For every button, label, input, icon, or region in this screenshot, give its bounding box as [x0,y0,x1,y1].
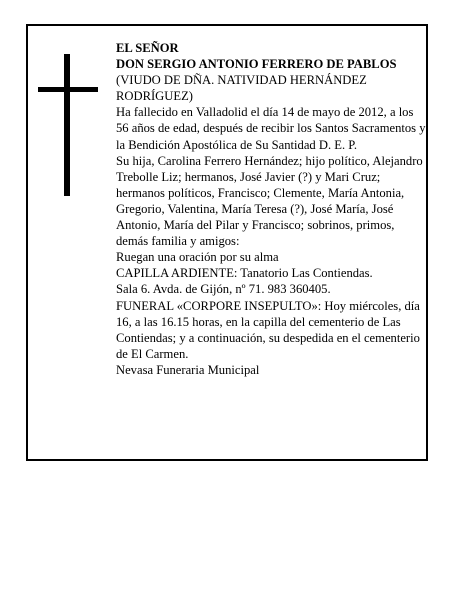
latin-cross-icon [38,54,98,196]
cross-horizontal-bar [38,87,98,92]
obituary-title: EL SEÑOR [116,41,179,55]
prayer-request: Ruegan una oración por su alma [116,250,279,265]
deceased-name: DON SERGIO ANTONIO FERRERO DE PABLOS [116,57,397,72]
family-list: Su hija, Carolina Ferrero Hernández; hijo político, Alejandro Trebolle Liz; hermanos, José Javier (?) y Mari Cruz; hermanos políticos, Francisco; Clemente, María Antonia, Gregorio, Valentina, María Teresa (?), José María, José Antonio, María del Pilar y Francisco; sobrinos, primos, demás familia y amigos: [116,153,423,249]
death-announcement: Ha fallecido en Valladolid el día 14 de mayo de 2012, a los 56 años de edad, después de recibir los Santos Sacramentos y la Bendición Apostólica de Su Santidad D. E. P. [116,105,426,152]
chapel-address: Sala 6. Avda. de Gijón, nº 71. 983 360405. [116,282,331,297]
obituary-notice [26,24,428,461]
widower-note: (VIUDO DE DÑA. NATIVIDAD HERNÁNDEZ RODRÍGUEZ) [116,73,367,104]
funeral-home: Nevasa Funeraria Municipal [116,362,260,377]
obituary-text [116,40,428,378]
cross-vertical-bar [64,54,70,196]
chapel-info: CAPILLA ARDIENTE: Tanatorio Las Contiendas. [116,266,373,281]
funeral-info: FUNERAL «CORPORE INSEPULTO»: Hoy miércoles, día 16, a las 16.15 horas, en la capilla del cementerio de Las Contiendas; y a continuación, su despedida en el cementerio de El Carmen. [116,298,420,361]
